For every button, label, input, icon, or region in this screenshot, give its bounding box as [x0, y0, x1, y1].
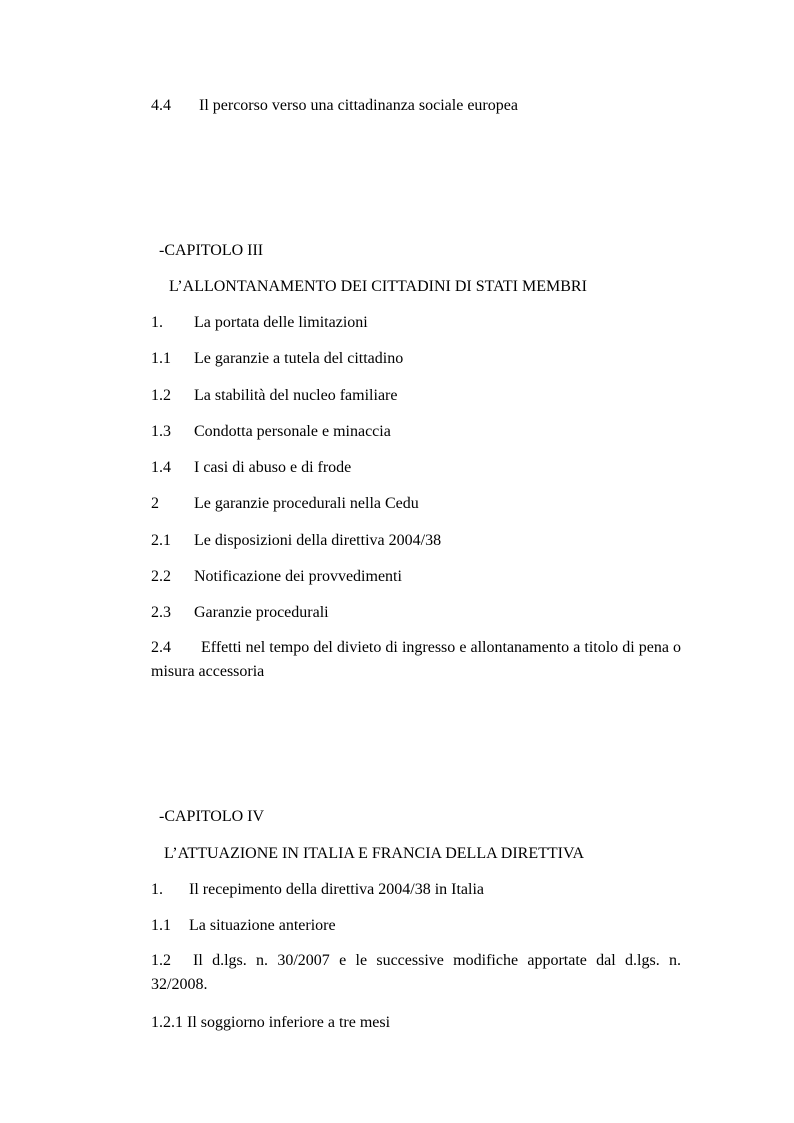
toc-item-number: 1.1 — [151, 350, 171, 367]
chapter-4-title: L’ATTUAZIONE IN ITALIA E FRANCIA DELLA DIRETTIVA — [164, 845, 585, 862]
toc-item-text: Il d.lgs. n. 30/2007 e le successive modifiche apportate dal d.lgs. n. 32/2008. — [151, 952, 681, 993]
toc-item-number: 2.4 — [151, 639, 171, 656]
toc-item-text: La situazione anteriore — [189, 917, 336, 934]
toc-item-number: 1.3 — [151, 423, 171, 440]
toc-item-number: 1.2 — [151, 387, 171, 404]
toc-item-text: Le disposizioni della direttiva 2004/38 — [194, 532, 442, 549]
toc-item-text: Condotta personale e minaccia — [194, 423, 391, 440]
toc-item-text: Effetti nel tempo del divieto di ingresso e allontanamento a titolo di pena o misura accessoria — [151, 639, 681, 680]
toc-item-number: 1.4 — [151, 459, 171, 476]
toc-item-text: Il soggiorno inferiore a tre mesi — [187, 1014, 391, 1031]
toc-item-text: Le garanzie procedurali nella Cedu — [194, 495, 419, 512]
toc-item-number: 2.1 — [151, 532, 171, 549]
toc-item-number: 1.2 — [151, 952, 171, 969]
toc-item-number: 2.3 — [151, 604, 171, 621]
toc-item-number: 2 — [151, 495, 159, 512]
toc-item-1-2 — [151, 949, 681, 997]
toc-item-number: 1. — [151, 314, 163, 331]
toc-item-1-2-1 — [151, 1013, 390, 1033]
toc-item-number: 1.2.1 — [151, 1014, 183, 1031]
chapter-3-title: L’ALLONTANAMENTO DEI CITTADINI DI STATI MEMBRI — [169, 278, 587, 295]
toc-item-number: 2.2 — [151, 568, 171, 585]
toc-item-text: Le garanzie a tutela del cittadino — [194, 350, 404, 367]
toc-item-2-4 — [151, 636, 681, 684]
toc-item-number: 4.4 — [151, 97, 171, 114]
toc-item-text: La portata delle limitazioni — [194, 314, 368, 331]
toc-item-text: Garanzie procedurali — [194, 604, 329, 621]
chapter-4-heading: -CAPITOLO IV — [159, 808, 265, 825]
toc-item-text: Il recepimento della direttiva 2004/38 in Italia — [189, 881, 485, 898]
toc-item-text: I casi di abuso e di frode — [194, 459, 352, 476]
toc-item-text: Il percorso verso una cittadinanza sociale europea — [199, 97, 518, 114]
chapter-3-heading: -CAPITOLO III — [159, 242, 264, 259]
toc-item-text: La stabilità del nucleo familiare — [194, 387, 398, 404]
toc-item-number: 1.1 — [151, 917, 171, 934]
toc-item-text: Notificazione dei provvedimenti — [194, 568, 402, 585]
toc-item-number: 1. — [151, 881, 163, 898]
